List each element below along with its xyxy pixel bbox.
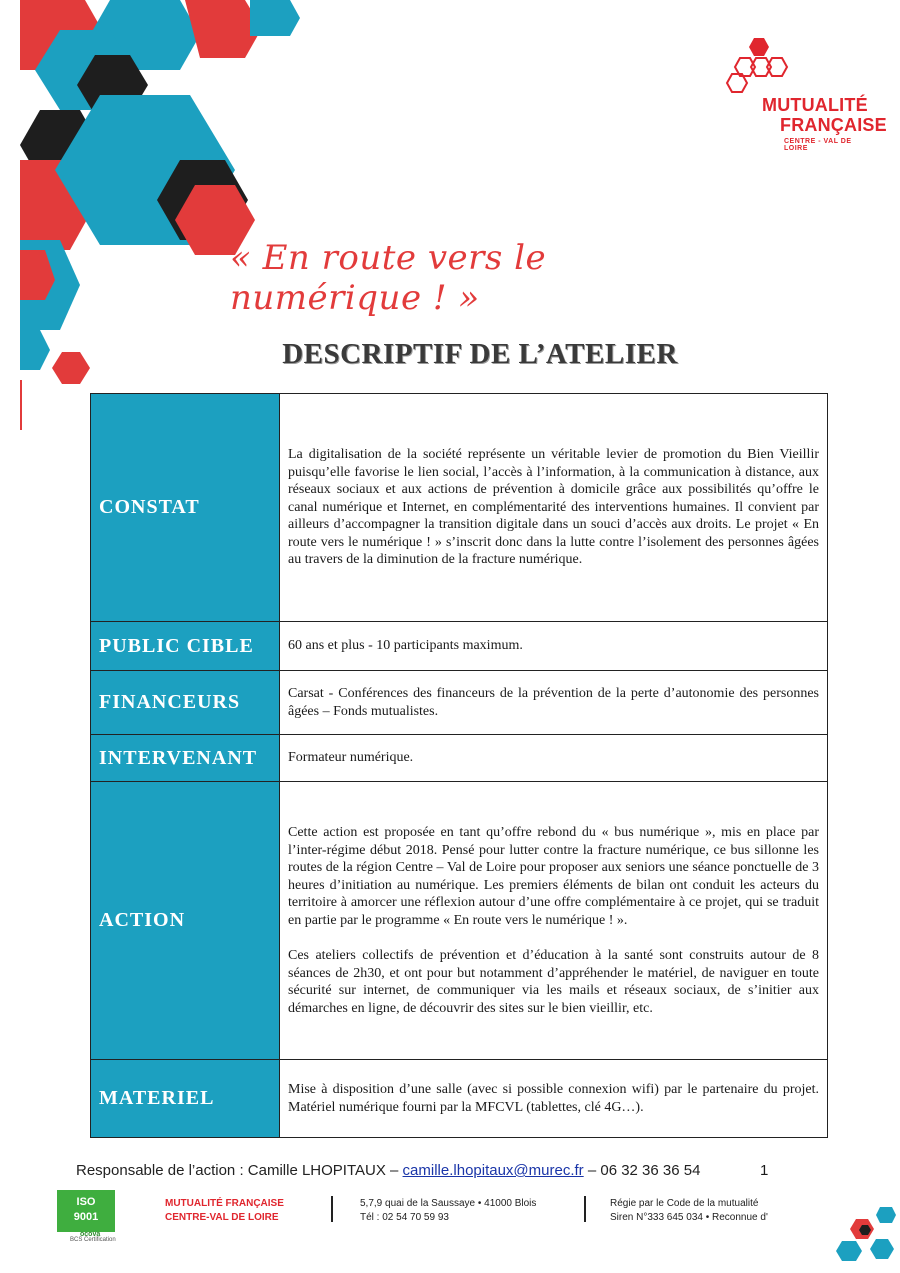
row-paragraph: Formateur numérique.: [288, 750, 414, 766]
slogan: « En route vers le numérique ! »: [230, 238, 547, 318]
table-row-materiel: [91, 1060, 828, 1138]
email-link[interactable]: camille.lhopitaux@murec.fr: [402, 1162, 584, 1179]
logo-text-line2: FRANÇAISE: [780, 115, 887, 135]
responsable-line: [76, 1162, 796, 1179]
iso-label: ISO: [76, 1196, 96, 1208]
row-label: FINANCEURS: [91, 671, 280, 735]
page-title: DESCRIPTIF DE L’ATELIER: [282, 338, 678, 370]
logo-text-line1: MUTUALITÉ: [762, 95, 868, 115]
legal-line1: Régie par le Code de la mutualité: [610, 1198, 759, 1209]
row-label: PUBLIC CIBLE: [91, 622, 280, 671]
org-line1: MUTUALITÉ FRANÇAISE: [165, 1198, 284, 1209]
mutualite-francaise-logo: [722, 36, 887, 156]
corner-hexagon-decoration: [836, 1205, 896, 1265]
logo-subtitle: CENTRE - VAL DE LOIRE: [784, 138, 852, 152]
table-row-action: [91, 782, 828, 1060]
legal-line2: Siren N°333 645 034 • Reconnue d': [610, 1212, 768, 1223]
certification-label: BCS Certification: [70, 1237, 116, 1243]
footer-divider: [584, 1196, 586, 1222]
row-paragraph: La digitalisation de la société représente un véritable levier de promotion du Bien Vieillir puisqu’elle favorise le lien social, l’accès à l’information, à la communication à distance, aux réseaux sociaux et aux actions de prévention à domicile grâce aux possibilités qu’offre le canal numérique et Internet, en complémentarité des interventions humaines. Il convient par ailleurs d’accompagner la transition digitale dans un souci d’accès aux droits. Le projet « En route vers le numérique ! » s’inscrit donc dans la lutte contre l’isolement des personnes âgées au travers de la diminution de la fracture numérique.: [288, 447, 819, 568]
workshop-description-table: [90, 393, 828, 1138]
telephone-line: Tél : 02 54 70 59 93: [360, 1212, 449, 1223]
responsable-label: Responsable de l’action : Camille LHOPITAUX –: [76, 1162, 403, 1179]
row-paragraph: Carsat - Conférences des financeurs de la prévention de la perte d’autonomie des personnes âgées – Fonds mutualistes.: [288, 686, 819, 719]
table-row-public-cible: [91, 622, 828, 671]
phone-number: – 06 32 36 36 54: [583, 1162, 701, 1179]
row-content: [280, 782, 828, 1060]
decorative-hexagon-pattern: [0, 0, 300, 440]
row-content: [280, 394, 828, 622]
row-paragraph: Ces ateliers collectifs de prévention et d’éducation à la santé sont construits autour de 8 séances de 2h30, et ont pour but notamment d’appréhender le matériel, de naviguer en toute sécurité sur internet, de communiquer via les mails et réseaux sociaux, de s’initier aux démarches en ligne, de découvrir des sites sur le bien vieillir, etc.: [288, 948, 819, 1016]
row-content: [280, 622, 828, 671]
table-row-constat: [91, 394, 828, 622]
certification-brand: ocova: [80, 1231, 101, 1238]
table-row-intervenant: [91, 735, 828, 782]
hexagon-logo-icon: [722, 36, 792, 96]
row-label: ACTION: [91, 782, 280, 1060]
footer-organization: [165, 1197, 284, 1225]
row-paragraph: Cette action est proposée en tant qu’offre rebond du « bus numérique », mis en place par l’inter-régime début 2018. Pensé pour lutter contre la fracture numérique, ce bus sillonne les routes de la région Centre – Val de Loire pour proposer aux seniors une séance ponctuelle de 3 heures d’initiation au numérique. Les premiers éléments de bilan ont conduit les acteurs du territoire à amorcer une réflexion autour d’une offre complémentaire à ce projet, qui se traduit en partie par le programme « En route vers le numérique ! ».: [288, 825, 819, 928]
org-line2: CENTRE-VAL DE LOIRE: [165, 1212, 279, 1223]
row-paragraph: Mise à disposition d’une salle (avec si possible connexion wifi) par le partenaire du projet. Matériel numérique fourni par la MFCVL (tablettes, clé 4G…).: [288, 1082, 819, 1115]
footer-divider: [331, 1196, 333, 1222]
table-row-financeurs: [91, 671, 828, 735]
row-label: CONSTAT: [91, 394, 280, 622]
row-paragraph: 60 ans et plus - 10 participants maximum.: [288, 638, 523, 654]
row-content: [280, 671, 828, 735]
footer-address: [360, 1197, 536, 1225]
address-line: 5,7,9 quai de la Saussaye • 41000 Blois: [360, 1198, 537, 1209]
footer-legal: [610, 1197, 768, 1225]
row-content: [280, 1060, 828, 1138]
row-label: MATERIEL: [91, 1060, 280, 1138]
iso-badge: [57, 1190, 115, 1232]
row-label: INTERVENANT: [91, 735, 280, 782]
iso-number: 9001: [73, 1211, 99, 1223]
page-number: 1: [760, 1162, 769, 1179]
row-content: [280, 735, 828, 782]
